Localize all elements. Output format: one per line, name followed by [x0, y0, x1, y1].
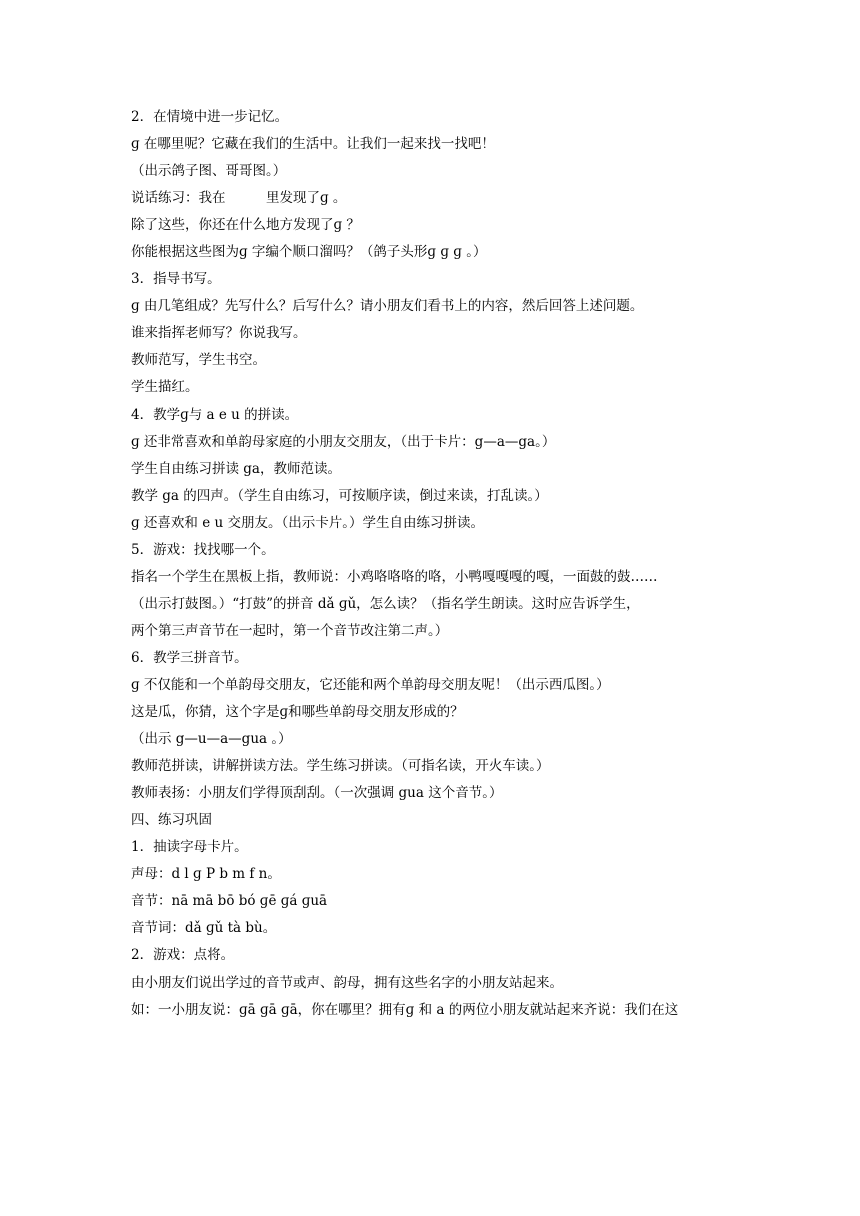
text-line: ɡ 不仅能和一个单韵母交朋友，它还能和两个单韵母交朋友呢！（出示西瓜图。） [131, 676, 610, 693]
text-line: 4．教学ɡ与 a e u 的拼读。 [131, 406, 299, 423]
text-line: 2．在情境中进一步记忆。 [131, 109, 289, 125]
text-line: 如：一小朋友说：ɡā ɡā ɡā，你在哪里？拥有ɡ 和 a 的两位小朋友就站起来齐说：我们在这 [131, 1001, 679, 1018]
text-line: 音节：nā mā bō bó ɡē ɡá ɡuā [131, 893, 328, 910]
text-line: 由小朋友们说出学过的音节或声、韵母，拥有这些名字的小朋友站起来。 [131, 974, 563, 991]
text-line: ɡ 还非常喜欢和单韵母家庭的小朋友交朋友，（出于卡片：g—a—ga。） [131, 433, 556, 450]
text-line: ɡ 还喜欢和 e u 交朋友。（出示卡片。）学生自由练习拼读。 [131, 514, 484, 531]
text-line: 音节词：dǎ ɡǔ tà bù。 [131, 920, 277, 937]
text-line: 1．抽读字母卡片。 [131, 839, 248, 856]
text-line: 你能根据这些图为ɡ 字编个顺口溜吗？（鸽子头形ɡ ɡ ɡ 。） [131, 244, 487, 261]
text-line: 教师范拼读，讲解拼读方法。学生练习拼读。（可指名读，开火车读。） [131, 758, 550, 775]
document-body [131, 104, 751, 1024]
text-line: 谁来指挥老师写？你说我写。 [131, 325, 307, 342]
text-line: 5．游戏：找找哪一个。 [131, 541, 275, 558]
text-line: 教师范写，学生书空。 [131, 352, 266, 369]
text-line: 声母：d l ɡ P b m f n。 [131, 866, 281, 883]
text-line: （出示打鼓图。）“打鼓”的拼音 dǎ ɡǔ，怎么读？（指名学生朗读。这时应告诉学生， [131, 595, 640, 612]
text-line: 除了这些，你还在什么地方发现了ɡ ？ [131, 217, 360, 234]
text-line: 四、练习巩固 [131, 812, 212, 829]
text-line: 这是瓜，你猜，这个字是ɡ和哪些单韵母交朋友形成的？ [131, 704, 464, 721]
text-line: ɡ 在哪里呢？它藏在我们的生活中。让我们一起来找一找吧！ [131, 136, 495, 153]
text-line: ɡ 由几笔组成？先写什么？后写什么？请小朋友们看书上的内容，然后回答上述问题。 [131, 298, 644, 315]
text-line: 学生自由练习拼读 ga，教师范读。 [131, 460, 341, 477]
text-line: 说话练习：我在 里发现了ɡ 。 [131, 190, 347, 207]
text-line: 6．教学三拼音节。 [131, 649, 248, 666]
text-line: （出示鸽子图、哥哥图。） [131, 163, 287, 180]
text-line: 两个第三声音节在一起时，第一个音节改注第二声。） [131, 622, 449, 639]
text-line: 教师表扬：小朋友们学得顶刮刮。（一次强调 gua 这个音节。） [131, 785, 503, 802]
text-line: 3．指导书写。 [131, 271, 221, 288]
text-line: 指名一个学生在黑板上指，教师说：小鸡咯咯咯的咯，小鸭嘎嘎嘎的嘎，一面鼓的鼓…… [131, 568, 658, 585]
text-line: （出示 g—u—a—gua 。） [131, 731, 292, 748]
text-line: 教学 ga 的四声。（学生自由练习，可按顺序读，倒过来读，打乱读。） [131, 487, 548, 504]
text-line: 2．游戏：点将。 [131, 947, 235, 964]
text-line: 学生描红。 [131, 379, 199, 396]
